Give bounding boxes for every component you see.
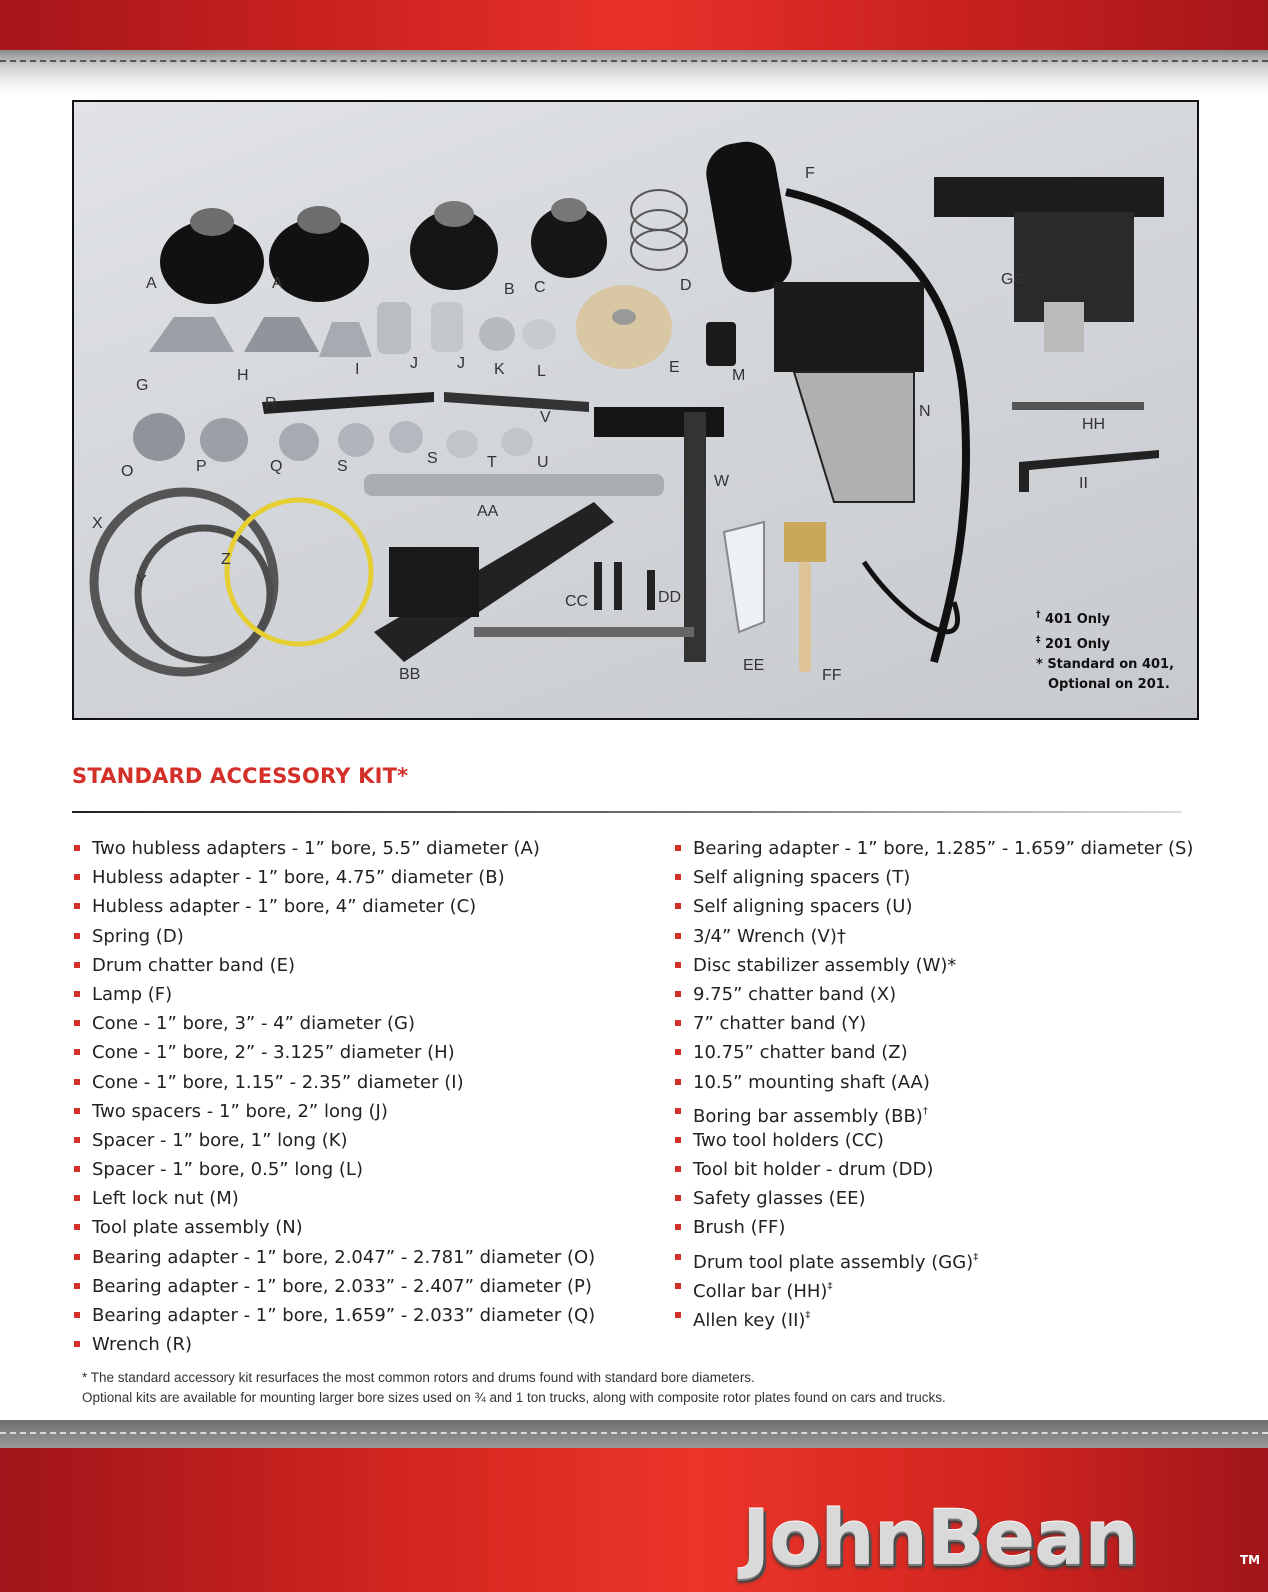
list-item	[74, 834, 664, 863]
list-item-text: Cone - 1” bore, 3” - 4” diameter (G)	[92, 1013, 415, 1035]
callout-label: J	[410, 355, 418, 372]
callout-label: Z	[221, 551, 231, 568]
callout-label: D	[680, 277, 692, 294]
list-item-text: Spacer - 1” bore, 1” long (K)	[92, 1129, 348, 1151]
bullet-icon	[74, 1254, 80, 1260]
list-item	[675, 980, 1195, 1009]
callout-label: U	[537, 454, 549, 471]
list-item-text: Collar bar (HH)	[693, 1280, 828, 1302]
legend-401-only: † 401 Only	[1036, 610, 1110, 627]
footnote-line-2: Optional kits are available for mounting larger bore sizes used on ¾ and 1 ton trucks, along with composite rotor plates found on cars and trucks.	[82, 1390, 946, 1405]
list-item-text: 10.75” chatter band (Z)	[693, 1042, 908, 1064]
accessory-parts-illustration	[74, 102, 1197, 718]
callout-label: N	[919, 403, 931, 420]
callout-label: L	[537, 363, 546, 380]
bullet-icon	[74, 1341, 80, 1347]
bottom-dashed-divider	[0, 1432, 1268, 1434]
bottom-gray-shade	[0, 1420, 1268, 1448]
list-item-text: Drum tool plate assembly (GG)	[693, 1251, 974, 1273]
list-item-mark: ‡	[827, 1280, 833, 1292]
callout-label: K	[494, 361, 505, 378]
list-item-text: Cone - 1” bore, 1.15” - 2.35” diameter (I)	[92, 1071, 464, 1093]
bullet-icon	[74, 1224, 80, 1230]
top-red-band	[0, 0, 1268, 50]
bullet-icon	[675, 903, 681, 909]
callout-label: Y	[136, 573, 147, 590]
footnote	[82, 1368, 1182, 1408]
list-item-text: Left lock nut (M)	[92, 1188, 239, 1210]
bullet-icon	[675, 1312, 681, 1318]
callout-label: CC	[565, 593, 589, 610]
title-divider	[72, 811, 1182, 813]
list-item-text: Safety glasses (EE)	[693, 1188, 866, 1210]
bullet-icon	[74, 1079, 80, 1085]
list-item	[675, 951, 1195, 980]
callout-label: X	[92, 515, 103, 532]
list-item-text: Self aligning spacers (U)	[693, 896, 913, 918]
callout-label: H	[237, 367, 249, 384]
list-item-text: Disc stabilizer assembly (W)*	[693, 954, 957, 976]
callout-label: BB	[399, 666, 421, 683]
list-item	[74, 1272, 664, 1301]
callout-label: O	[121, 463, 134, 480]
bullet-icon	[675, 962, 681, 968]
list-item-text: Cone - 1” bore, 2” - 3.125” diameter (H)	[92, 1042, 455, 1064]
bullet-icon	[675, 845, 681, 851]
accessory-kit-photo	[72, 100, 1199, 720]
callout-label: Q	[270, 458, 283, 475]
callout-label: V	[540, 409, 551, 426]
list-item	[74, 1097, 664, 1126]
bullet-icon	[74, 1166, 80, 1172]
callout-label: T	[487, 454, 497, 471]
list-item	[74, 1330, 664, 1359]
list-item-text: Bearing adapter - 1” bore, 1.659” - 2.033” diameter (Q)	[92, 1305, 596, 1326]
list-item	[74, 1243, 664, 1272]
callout-label: P	[196, 458, 207, 475]
bullet-icon	[675, 1108, 681, 1114]
bullet-icon	[74, 991, 80, 997]
section-title: STANDARD ACCESSORY KIT*	[72, 764, 409, 788]
bullet-icon	[675, 1166, 681, 1172]
legend-optional-note: Optional on 201.	[1048, 677, 1170, 692]
list-item-text: Bearing adapter - 1” bore, 2.047” - 2.781” diameter (O)	[92, 1246, 596, 1268]
callout-label: C	[534, 279, 546, 296]
list-item-mark: ‡	[973, 1251, 979, 1263]
list-item	[74, 951, 664, 980]
bullet-icon	[74, 874, 80, 880]
list-item-text: Spacer - 1” bore, 0.5” long (L)	[92, 1159, 363, 1181]
list-item	[675, 892, 1195, 921]
callout-label: AA	[477, 503, 499, 520]
bullet-icon	[675, 933, 681, 939]
list-item	[675, 1301, 1195, 1330]
bullet-icon	[675, 1020, 681, 1026]
list-item-text: Spring (D)	[92, 925, 184, 947]
list-item	[675, 1155, 1195, 1184]
list-item	[675, 1213, 1195, 1242]
list-item	[74, 1184, 664, 1213]
list-item-text: Boring bar assembly (BB)	[693, 1105, 923, 1127]
bullet-icon	[675, 1049, 681, 1055]
list-item	[675, 863, 1195, 892]
list-item-text: Bearing adapter - 1” bore, 1.285” - 1.659” diameter (S)	[693, 838, 1194, 859]
list-item	[74, 1038, 664, 1067]
list-item	[675, 1097, 1195, 1126]
list-item-text: 3/4” Wrench (V)†	[693, 925, 846, 947]
list-item	[675, 1009, 1195, 1038]
accessory-list-right	[675, 834, 1195, 1330]
list-item-text: Self aligning spacers (T)	[693, 867, 911, 889]
list-item	[74, 1068, 664, 1097]
list-item	[675, 1038, 1195, 1067]
bullet-icon	[675, 1079, 681, 1085]
callout-label: EE	[743, 657, 765, 674]
list-item-text: Hubless adapter - 1” bore, 4.75” diameter (B)	[92, 867, 505, 889]
bullet-icon	[74, 1137, 80, 1143]
list-item-text: 10.5” mounting shaft (AA)	[693, 1071, 930, 1093]
footnote-line-1: * The standard accessory kit resurfaces the most common rotors and drums found with standard bore diameters.	[82, 1370, 755, 1385]
callout-label: E	[669, 359, 680, 376]
bullet-icon	[74, 1020, 80, 1026]
list-item	[74, 863, 664, 892]
list-item	[675, 1068, 1195, 1097]
list-item	[74, 892, 664, 921]
list-item-text: Wrench (R)	[92, 1334, 193, 1356]
list-item	[675, 1272, 1195, 1301]
callout-label: GG	[1001, 271, 1026, 288]
photo-legend	[1036, 605, 1196, 695]
bullet-icon	[74, 845, 80, 851]
callout-label: J	[457, 355, 465, 372]
list-item-text: Two spacers - 1” bore, 2” long (J)	[92, 1100, 388, 1122]
callout-label: HH	[1082, 416, 1106, 433]
callout-label: I	[355, 361, 360, 378]
bullet-icon	[675, 1254, 681, 1260]
list-item	[74, 1126, 664, 1155]
callout-label: F	[805, 165, 815, 182]
bullet-icon	[74, 933, 80, 939]
legend-standard-note: * Standard on 401,	[1036, 657, 1175, 672]
bullet-icon	[74, 1283, 80, 1289]
list-item-text: Hubless adapter - 1” bore, 4” diameter (C)	[92, 896, 477, 918]
accessory-list-left	[74, 834, 664, 1359]
bullet-icon	[675, 874, 681, 880]
list-item	[675, 1184, 1195, 1213]
callout-label: A	[146, 275, 157, 292]
list-item-text: Tool plate assembly (N)	[92, 1217, 303, 1239]
list-item-text: 7” chatter band (Y)	[693, 1013, 867, 1035]
list-item	[675, 1126, 1195, 1155]
bullet-icon	[675, 991, 681, 997]
list-item	[675, 834, 1195, 863]
callout-label: S	[337, 458, 348, 475]
bullet-icon	[74, 962, 80, 968]
list-item-text: Two hubless adapters - 1” bore, 5.5” diameter (A)	[92, 838, 540, 859]
list-item-text: Drum chatter band (E)	[92, 954, 296, 976]
list-item	[675, 1243, 1195, 1272]
list-item-text: Tool bit holder - drum (DD)	[693, 1159, 934, 1181]
callout-label: FF	[822, 667, 842, 684]
bullet-icon	[74, 903, 80, 909]
bullet-icon	[74, 1195, 80, 1201]
list-item	[74, 1009, 664, 1038]
bullet-icon	[74, 1108, 80, 1114]
bullet-icon	[74, 1049, 80, 1055]
list-item	[675, 922, 1195, 951]
list-item	[74, 980, 664, 1009]
callout-label: II	[1079, 475, 1088, 492]
callout-label: R	[265, 395, 277, 412]
list-item-mark: ‡	[805, 1310, 811, 1321]
list-item-text: Two tool holders (CC)	[693, 1129, 884, 1151]
bullet-icon	[74, 1312, 80, 1318]
top-dashed-divider	[0, 60, 1268, 62]
list-item	[74, 1301, 664, 1330]
callout-label: S	[427, 450, 438, 467]
list-item	[74, 1213, 664, 1242]
legend-201-only: ‡ 201 Only	[1036, 635, 1110, 652]
callout-label: W	[714, 473, 730, 490]
list-item-text: Bearing adapter - 1” bore, 2.033” - 2.407” diameter (P)	[92, 1275, 592, 1297]
list-item-text: Brush (FF)	[693, 1217, 786, 1239]
bullet-icon	[675, 1195, 681, 1201]
list-item-text: Allen key (II)	[693, 1310, 806, 1331]
list-item-text: 9.75” chatter band (X)	[693, 983, 897, 1005]
top-gray-shade	[0, 50, 1268, 95]
callout-label: DD	[658, 589, 682, 606]
bullet-icon	[675, 1224, 681, 1230]
trademark-mark: TM	[1240, 1553, 1261, 1567]
callout-label: B	[504, 281, 515, 298]
bullet-icon	[675, 1137, 681, 1143]
list-item	[74, 922, 664, 951]
list-item	[74, 1155, 664, 1184]
callout-label: A	[272, 275, 283, 292]
johnbean-logo: JohnBean	[742, 1493, 1138, 1582]
list-item-text: Lamp (F)	[92, 983, 173, 1005]
callout-label: M	[732, 367, 746, 384]
list-item-mark: †	[922, 1105, 928, 1117]
bullet-icon	[675, 1283, 681, 1289]
callout-label: G	[136, 377, 149, 394]
